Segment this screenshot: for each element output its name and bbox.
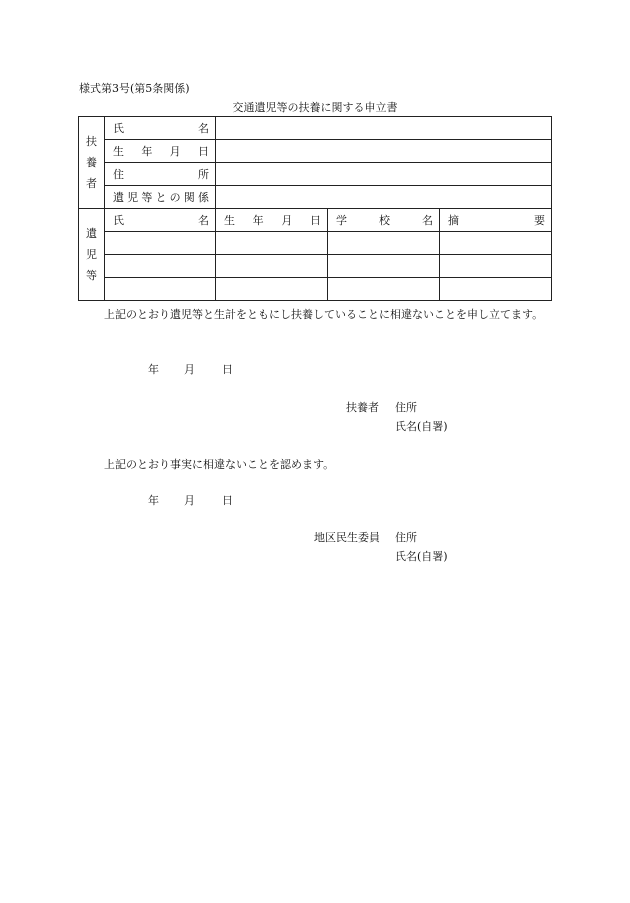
supporter-name-label: 氏 名 bbox=[105, 117, 216, 140]
confirmation-date[interactable]: 年 月 日 bbox=[148, 494, 233, 507]
orphan-name-cell[interactable] bbox=[105, 255, 216, 278]
supporter-section-label: 扶 養 者 bbox=[79, 117, 105, 209]
supporter-signature-role: 扶養者 bbox=[346, 401, 379, 414]
orphan-school-header: 学 校 名 bbox=[328, 209, 440, 232]
orphan-school-cell[interactable] bbox=[328, 232, 440, 255]
supporter-name-field[interactable] bbox=[216, 117, 552, 140]
orphan-section-label: 遺 児 等 bbox=[79, 209, 105, 301]
commissioner-signature-role: 地区民生委員 bbox=[314, 531, 380, 544]
confirmation-statement: 上記のとおり事実に相違ないことを認めます。 bbox=[104, 458, 335, 471]
orphan-name-cell[interactable] bbox=[105, 232, 216, 255]
orphan-note-cell[interactable] bbox=[440, 255, 552, 278]
application-table bbox=[78, 116, 552, 301]
orphan-note-cell[interactable] bbox=[440, 232, 552, 255]
supporter-birthdate-label: 生 年 月 日 bbox=[105, 140, 216, 163]
declaration-statement: 上記のとおり遺児等と生計をともにし扶養していることに相違ないことを申し立てます。 bbox=[104, 308, 544, 321]
form-number: 様式第3号(第5条関係) bbox=[79, 82, 190, 95]
orphan-school-cell[interactable] bbox=[328, 278, 440, 301]
supporter-address-label: 住 所 bbox=[105, 163, 216, 186]
supporter-address-field[interactable] bbox=[216, 163, 552, 186]
orphan-birthdate-cell[interactable] bbox=[216, 278, 328, 301]
orphan-name-header: 氏 名 bbox=[105, 209, 216, 232]
orphan-birthdate-header: 生 年 月 日 bbox=[216, 209, 328, 232]
commissioner-signature-name-label: 氏名(自署) bbox=[395, 550, 448, 563]
supporter-signature-name-label: 氏名(自署) bbox=[395, 420, 448, 433]
orphan-school-cell[interactable] bbox=[328, 255, 440, 278]
orphan-note-cell[interactable] bbox=[440, 278, 552, 301]
orphan-note-header: 摘 要 bbox=[440, 209, 552, 232]
supporter-birthdate-field[interactable] bbox=[216, 140, 552, 163]
document-title: 交通遺児等の扶養に関する申立書 bbox=[232, 101, 398, 114]
declaration-date[interactable]: 年 月 日 bbox=[148, 363, 233, 376]
supporter-relation-field[interactable] bbox=[216, 186, 552, 209]
orphan-row bbox=[79, 278, 552, 301]
orphan-birthdate-cell[interactable] bbox=[216, 232, 328, 255]
orphan-row bbox=[79, 255, 552, 278]
supporter-address-label: 住所 bbox=[395, 401, 417, 414]
orphan-birthdate-cell[interactable] bbox=[216, 255, 328, 278]
orphan-name-cell[interactable] bbox=[105, 278, 216, 301]
supporter-relation-label: 遺 児 等 と の 関 係 bbox=[105, 186, 216, 209]
commissioner-address-label: 住所 bbox=[395, 531, 417, 544]
orphan-row bbox=[79, 232, 552, 255]
